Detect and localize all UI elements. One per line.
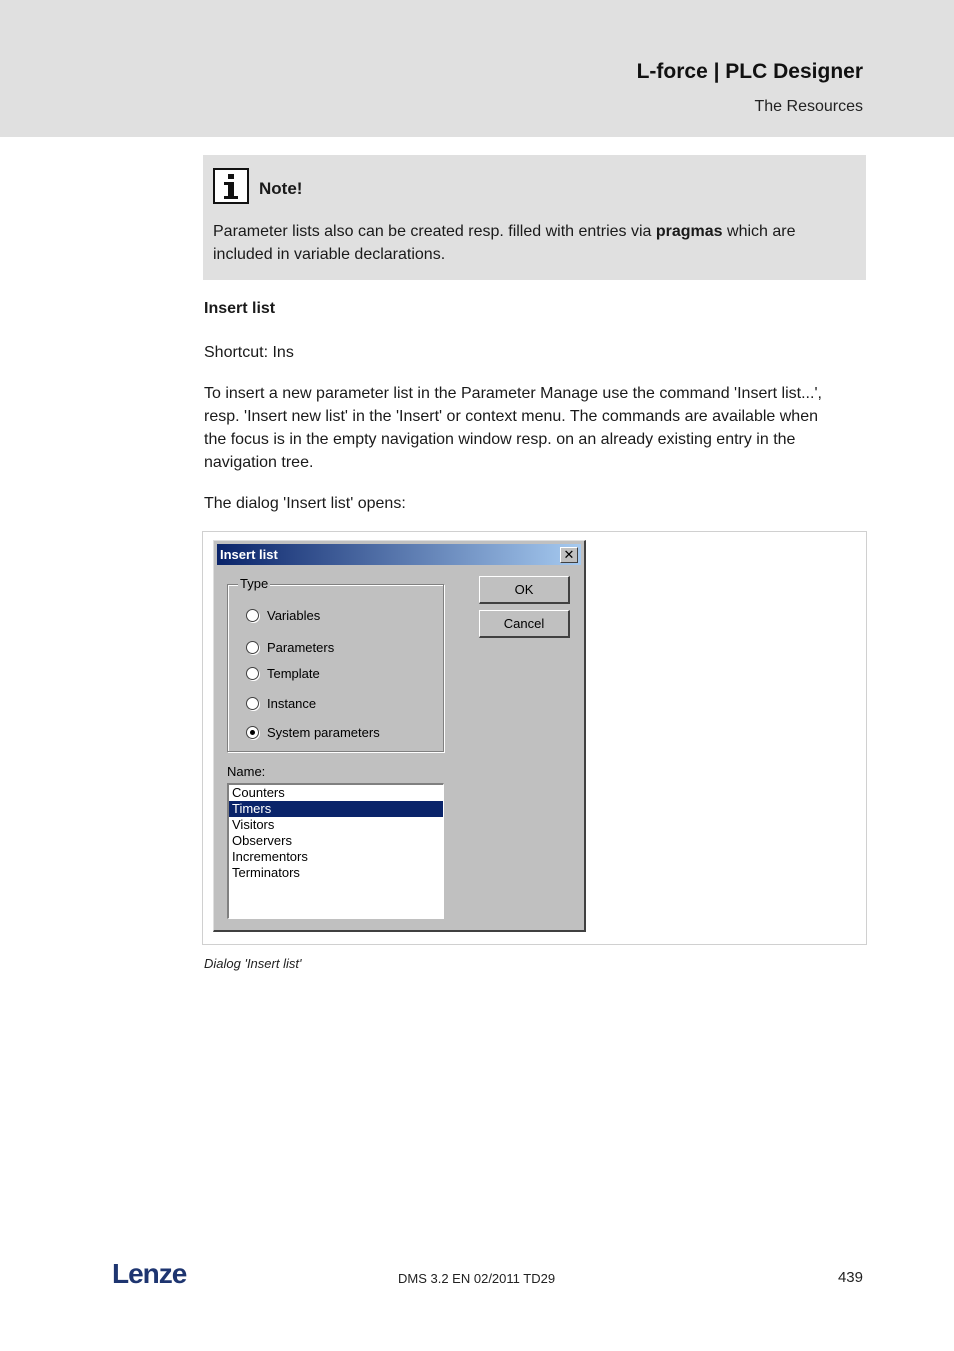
header-subtitle: The Resources bbox=[754, 98, 863, 115]
page-header bbox=[0, 0, 954, 137]
radio-variables[interactable] bbox=[246, 606, 320, 624]
insert-list-dialog bbox=[213, 540, 586, 932]
figure-caption: Dialog 'Insert list' bbox=[204, 956, 302, 971]
list-item[interactable]: Terminators bbox=[232, 865, 300, 880]
lenze-logo: Lenze bbox=[112, 1258, 187, 1289]
list-item[interactable]: Observers bbox=[232, 833, 292, 848]
note-heading: Note! bbox=[259, 179, 303, 198]
body-paragraph: To insert a new parameter list in the Parameter Manage use the command 'Insert list...', resp. 'Insert new list' in the 'Insert' or context menu. The commands are available when the focus is in the empty navigation window resp. on an already existing entry in the navigation tree. bbox=[204, 385, 822, 471]
type-groupbox bbox=[227, 576, 444, 752]
radio-icon[interactable] bbox=[246, 641, 259, 654]
radio-label: Instance bbox=[267, 695, 317, 711]
radio-system-parameters[interactable] bbox=[246, 723, 380, 741]
radio-label: Template bbox=[267, 665, 320, 681]
list-item[interactable]: Incrementors bbox=[232, 849, 308, 864]
radio-label: Variables bbox=[267, 607, 321, 623]
page-number: 439 bbox=[837, 1269, 863, 1286]
note-text-part: Parameter lists also can be created resp. filled with entries via bbox=[213, 223, 656, 240]
info-icon bbox=[213, 168, 249, 204]
close-icon[interactable]: ✕ bbox=[560, 547, 578, 563]
footer-doc-id: DMS 3.2 EN 02/2011 TD29 bbox=[398, 1271, 556, 1286]
radio-label: Parameters bbox=[267, 639, 335, 655]
list-item-selected[interactable]: Timers bbox=[229, 801, 443, 817]
name-label: Name: bbox=[227, 764, 266, 779]
radio-parameters[interactable] bbox=[246, 638, 334, 656]
radio-icon[interactable] bbox=[246, 609, 259, 622]
list-item[interactable]: Counters bbox=[232, 785, 285, 800]
note-text-bold: pragmas bbox=[655, 223, 723, 240]
radio-icon[interactable] bbox=[246, 667, 259, 680]
shortcut-text: Shortcut: Ins bbox=[204, 344, 294, 361]
radio-instance[interactable] bbox=[246, 694, 316, 712]
dialog-title: Insert list bbox=[220, 547, 278, 562]
header-title: L-force | PLC Designer bbox=[636, 60, 863, 83]
list-item[interactable]: Visitors bbox=[232, 817, 275, 832]
type-label: Type bbox=[240, 576, 269, 591]
radio-label: System parameters bbox=[267, 724, 380, 740]
dialog-titlebar[interactable] bbox=[217, 544, 581, 565]
cancel-button[interactable]: Cancel bbox=[479, 610, 570, 638]
note-box bbox=[203, 155, 866, 280]
section-title: Insert list bbox=[204, 300, 276, 317]
name-listbox[interactable] bbox=[227, 783, 444, 919]
note-text-part: which are included in variable declarations. bbox=[213, 223, 796, 263]
note-text bbox=[213, 220, 853, 266]
radio-selected-icon[interactable] bbox=[246, 726, 259, 739]
ok-button[interactable]: OK bbox=[479, 576, 570, 604]
dialog-intro: The dialog 'Insert list' opens: bbox=[204, 495, 406, 512]
radio-icon[interactable] bbox=[246, 697, 259, 710]
radio-template[interactable] bbox=[246, 664, 320, 682]
